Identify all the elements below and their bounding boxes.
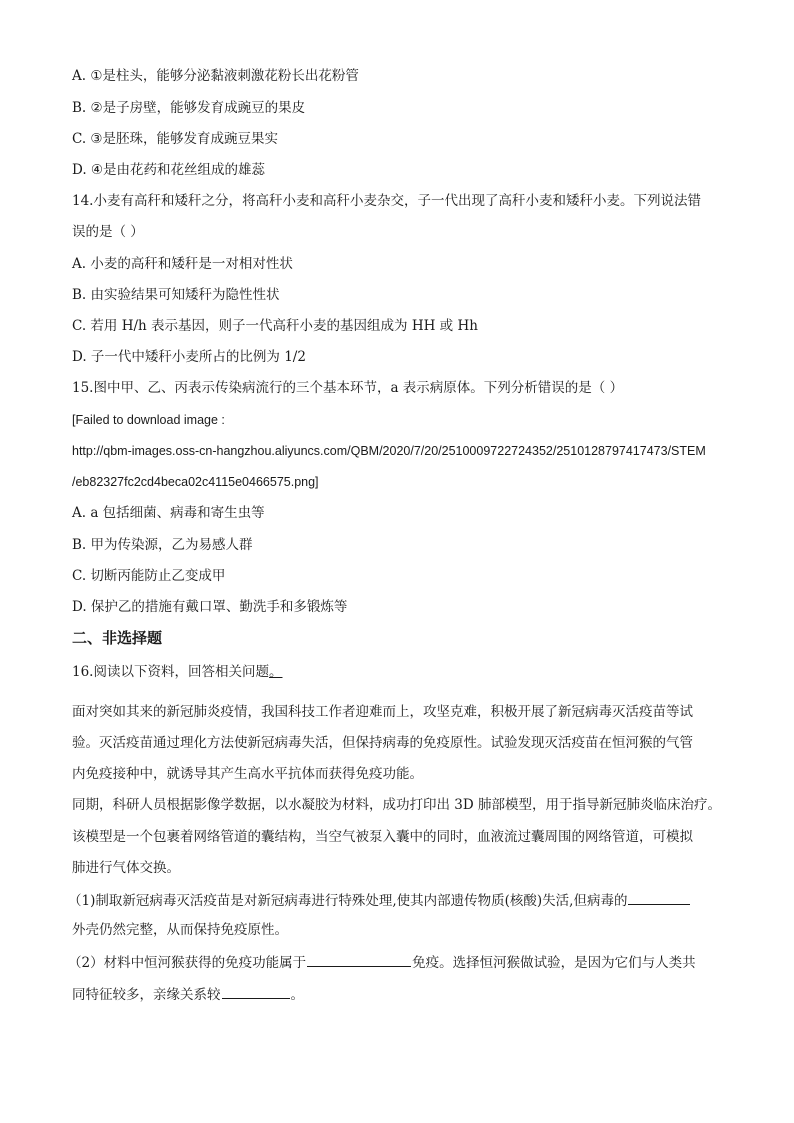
q15-option-d: D. 保护乙的措施有戴口罩、勤洗手和多锻炼等 xyxy=(72,599,348,615)
q14-option-a: A. 小麦的高秆和矮秆是一对相对性状 xyxy=(72,256,293,272)
q13-option-c: C. ③是胚珠，能够发育成豌豆果实 xyxy=(72,131,279,147)
q14-option-d: D. 子一代中矮秆小麦所占的比例为 1/2 xyxy=(72,349,306,365)
failed-image-url: http://qbm-images.oss-cn-hangzhou.aliyuncs.com/QBM/2020/7/20/2510009722724352/2510128797417473/STEM xyxy=(72,444,706,458)
q16-sub1-line2: 外壳仍然完整，从而保持免疫原性。 xyxy=(72,922,288,938)
q15-option-a: A. a 包括细菌、病毒和寄生虫等 xyxy=(72,505,265,521)
q16-sub2-text-c: 同特征较多，亲缘关系较 xyxy=(72,987,221,1003)
q14-option-b: B. 由实验结果可知矮秆为隐性性状 xyxy=(72,287,280,303)
material-para1-line3: 内免疫接种中，就诱导其产生高水平抗体而获得免疫功能。 xyxy=(72,766,423,782)
q14-stem-line2: 误的是（ ） xyxy=(72,224,144,240)
q13-option-a: A. ①是柱头，能够分泌黏液刺激花粉长出花粉管 xyxy=(72,68,359,84)
material-para2-line1: 同期，科研人员根据影像学数据，以水凝胶为材料，成功打印出 3D 肺部模型，用于指导新冠肺炎临床治疗。 xyxy=(72,797,721,813)
q15-option-b: B. 甲为传染源，乙为易感人群 xyxy=(72,537,253,553)
material-para1-line2: 验。灭活疫苗通过理化方法使新冠病毒失活，但保持病毒的免疫原性。试验发现灭活疫苗在恒河猴的气管 xyxy=(72,735,693,751)
q15-option-c: C. 切断丙能防止乙变成甲 xyxy=(72,568,226,584)
q16-sub2-text-b: 免疫。选择恒河猴做试验，是因为它们与人类共 xyxy=(412,955,696,971)
q16-stem xyxy=(72,663,282,681)
material-para2-line2: 该模型是一个包裹着网络管道的囊结构，当空气被泵入囊中的同时，血液流过囊周围的网络管道，可模拟 xyxy=(72,829,693,845)
answer-blank-2[interactable] xyxy=(307,952,411,967)
q14-stem-line1: 14.小麦有高秆和矮秆之分，将高秆小麦和高秆小麦杂交，子一代出现了高秆小麦和矮秆小麦。下列说法错 xyxy=(72,193,701,209)
q16-sub2-text-d: 。 xyxy=(290,987,304,1003)
section-heading: 二、非选择题 xyxy=(72,629,163,647)
q16-stem-mark: 。 xyxy=(268,664,283,680)
failed-image-notice: [Failed to download image : xyxy=(72,413,225,427)
material-para1-line1: 面对突如其来的新冠肺炎疫情，我国科技工作者迎难而上，攻坚克难，积极开展了新冠病毒灭活疫苗等试 xyxy=(72,704,693,720)
q16-sub1-text: （1)制取新冠病毒灭活疫苗是对新冠病毒进行特殊处理,使其内部遗传物质(核酸)失活,但病毒的 xyxy=(68,893,628,909)
q16-stem-text: 16.阅读以下资料，回答相关问题 xyxy=(72,664,269,680)
q15-stem: 15.图中甲、乙、丙表示传染病流行的三个基本环节，a 表示病原体。下列分析错误的是（ ） xyxy=(72,380,624,396)
q16-sub2-line2 xyxy=(72,984,304,1004)
material-para2-line3: 肺进行气体交换。 xyxy=(72,860,180,876)
q13-option-b: B. ②是子房壁，能够发育成豌豆的果皮 xyxy=(72,100,306,116)
q13-option-d: D. ④是由花药和花丝组成的雄蕊 xyxy=(72,162,266,178)
q16-sub1-line1 xyxy=(68,890,691,910)
q14-option-c: C. 若用 H/h 表示基因，则子一代高秆小麦的基因组成为 HH 或 Hh xyxy=(72,318,478,334)
failed-image-url-tail: /eb82327fc2cd4beca02c4115e0466575.png] xyxy=(72,475,319,489)
answer-blank-3[interactable] xyxy=(222,984,290,999)
q16-sub2-line1 xyxy=(68,952,696,972)
answer-blank-1[interactable] xyxy=(628,890,690,905)
q16-sub2-text-a: （2）材料中恒河猴获得的免疫功能属于 xyxy=(68,955,307,971)
